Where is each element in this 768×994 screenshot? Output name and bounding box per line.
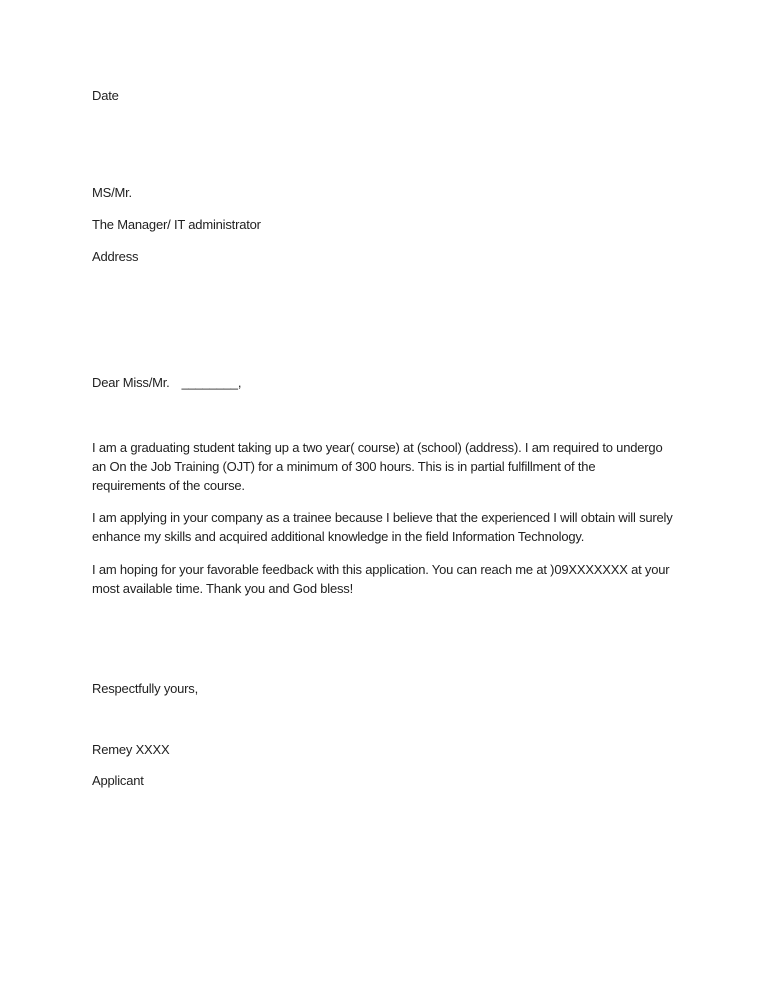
valediction: Respectfully yours,: [92, 681, 199, 696]
paragraph-line: most available time. Thank you and God bless!: [92, 581, 354, 596]
salutation-prefix: Dear Miss/Mr.: [92, 375, 170, 390]
paragraph-line: I am applying in your company as a trainee because I believe that the experienced I will obtain will surely: [92, 510, 673, 525]
paragraph-line: an On the Job Training (OJT) for a minimum of 300 hours. This is in partial fulfillment of the: [92, 459, 596, 474]
salutation-blank: ________,: [181, 375, 242, 390]
paragraph-contact: [92, 560, 669, 598]
recipient-honorific: MS/Mr.: [92, 185, 132, 200]
paragraph-line: I am a graduating student taking up a two year( course) at (school) (address). I am required to undergo: [92, 440, 663, 455]
paragraph-intro: [92, 438, 663, 495]
salutation-line: [92, 373, 241, 392]
paragraph-line: enhance my skills and acquired additional knowledge in the field Information Technology.: [92, 529, 585, 544]
signature-name: Remey XXXX: [92, 742, 170, 757]
date-placeholder: Date: [92, 88, 119, 103]
recipient-address-placeholder: Address: [92, 249, 139, 264]
paragraph-line: requirements of the course.: [92, 478, 245, 493]
recipient-title: The Manager/ IT administrator: [92, 217, 261, 232]
paragraph-line: I am hoping for your favorable feedback with this application. You can reach me at )09XXXXXXX at your: [92, 562, 670, 577]
signature-role: Applicant: [92, 773, 144, 788]
paragraph-application: [92, 508, 673, 546]
